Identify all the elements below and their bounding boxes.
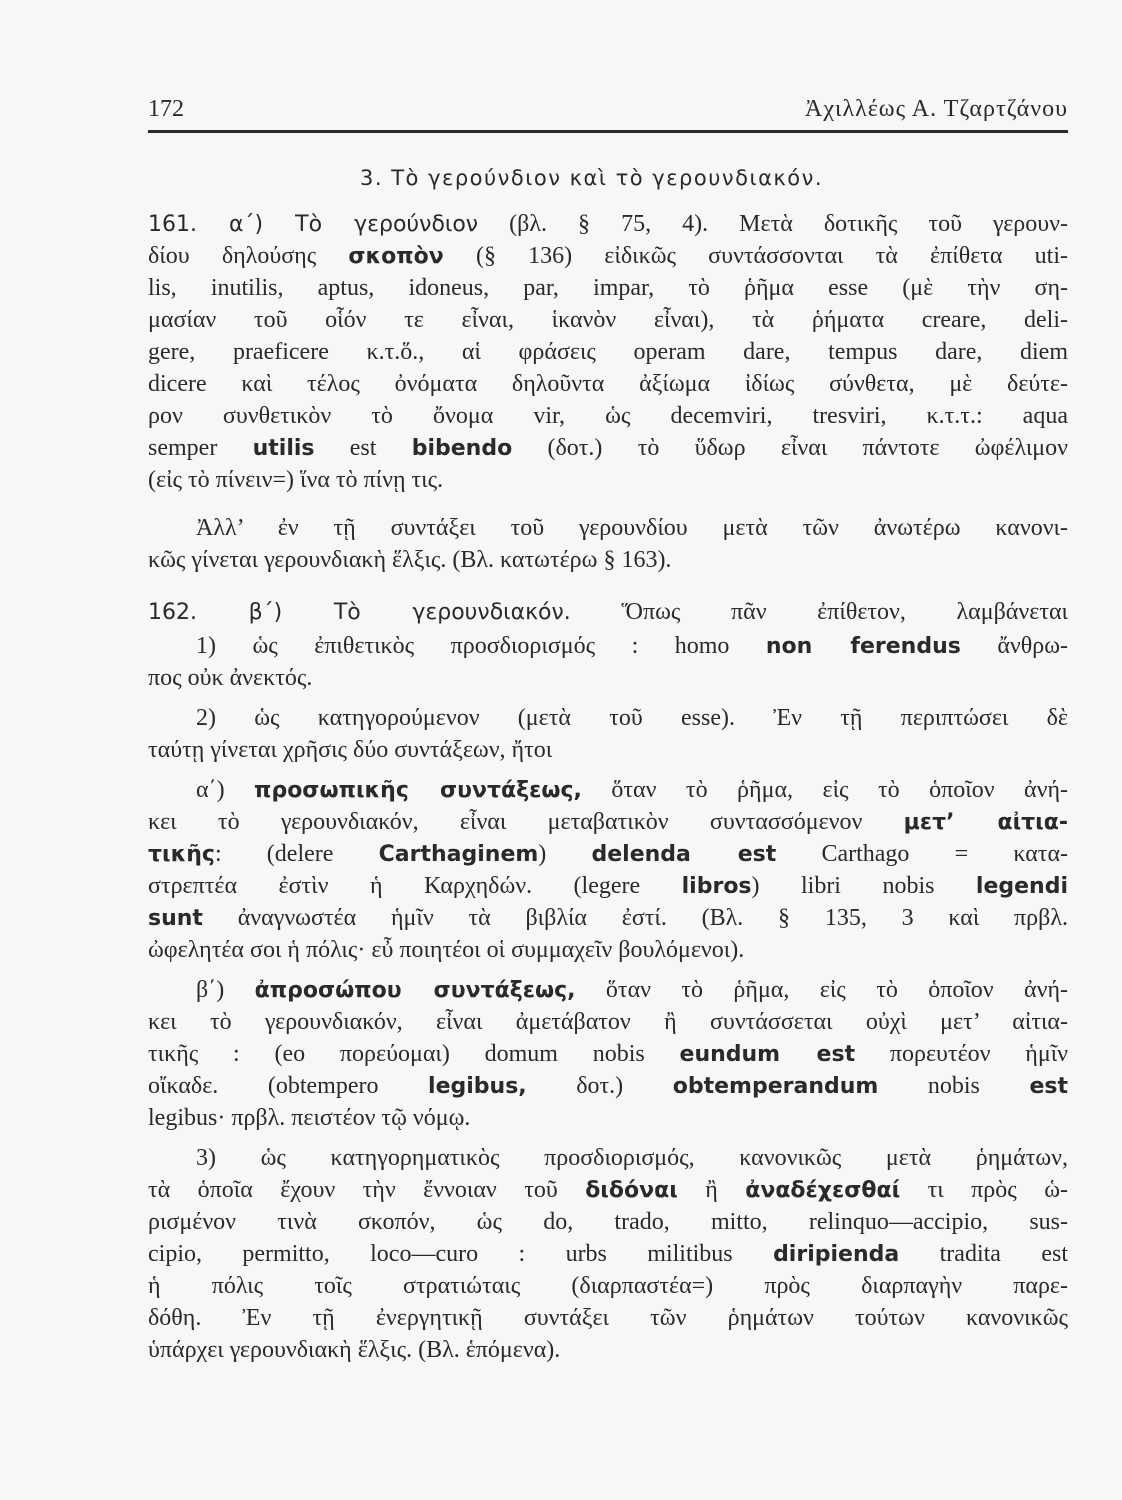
text-line: κει τὸ γερουνδιακόν, εἶναι μεταβατικὸν συντασσόμενον μετ’ αἰτια- <box>148 809 1068 835</box>
bold-term: διδόναι <box>585 1178 678 1203</box>
bold-term: delenda est <box>591 842 777 867</box>
paragraph-label: 161. α΄) Τὸ γερούνδιον <box>148 212 479 237</box>
bold-term: libros <box>681 874 752 899</box>
text-line: 1) ὡς ἐπιθετικὸς προσδιορισμός : homo non ferendus ἄνθρω- <box>196 633 1068 659</box>
text-line: 2) ὡς κατηγορούμενον (μετὰ τοῦ esse). Ἐν τῇ περιπτώσει δὲ <box>196 705 1068 731</box>
bold-term: obtemperandum <box>672 1074 879 1099</box>
text-line: 162. β΄) Τὸ γερουνδιακόν. Ὅπως πᾶν ἐπίθετον, λαμβάνεται <box>148 599 1068 625</box>
bold-term: Carthaginem <box>378 842 539 867</box>
text-line: ἡ πόλις τοῖς στρατιώταις (διαρπαστέα=) πρὸς διαρπαγὴν παρε- <box>148 1273 1068 1299</box>
bold-term: μετ’ αἰτια- <box>903 810 1068 835</box>
text-line: cipio, permitto, loco—curo : urbs militibus diripienda tradita est <box>148 1241 1068 1267</box>
text-line: β΄) ἀπροσώπου συντάξεως, ὅταν τὸ ῥῆμα, εἰς τὸ ὁποῖον ἀνή- <box>196 977 1068 1003</box>
text-line: α΄) προσωπικῆς συντάξεως, ὅταν τὸ ῥῆμα, εἰς τὸ ὁποῖον ἀνή- <box>196 777 1068 803</box>
text-line: semper utilis est bibendo (δοτ.) τὸ ὕδωρ εἶναι πάντοτε ὠφέλιμον <box>148 435 1068 461</box>
bold-term: non ferendus <box>765 634 961 659</box>
text-line: legibus· πρβλ. πειστέον τῷ νόμῳ. <box>148 1105 471 1131</box>
text-line: gere, praeficere κ.τ.ὅ., αἱ φράσεις operam dare, tempus dare, diem <box>148 339 1068 365</box>
text-line: dicere καὶ τέλος ὀνόματα δηλοῦντα ἀξίωμα ἰδίως σύνθετα, μὲ δεύτε- <box>148 371 1068 397</box>
text-line: τὰ ὁποῖα ἔχουν τὴν ἔννοιαν τοῦ διδόναι ἢ ἀναδέχεσθαί τι πρὸς ὡ- <box>148 1177 1068 1203</box>
bold-term: legibus, <box>428 1074 527 1099</box>
bold-term: bibendo <box>411 436 513 461</box>
page-number: 172 <box>148 96 184 122</box>
text-line: μασίαν τοῦ οἷόν τε εἶναι, ἱκανὸν εἶναι), τὰ ῥήματα creare, deli- <box>148 307 1068 333</box>
running-title: Ἀχιλλέως Α. Τζαρτζάνου <box>805 96 1068 122</box>
text-line: ρον συνθετικὸν τὸ ὄνομα vir, ὡς decemviri, tresviri, κ.τ.τ.: aqua <box>148 403 1068 429</box>
section-heading: 3. Τὸ γερούνδιον καὶ τὸ γερουνδιακόν. <box>360 166 824 190</box>
text-line: ὑπάρχει γερουνδιακὴ ἕλξις. (Βλ. ἑπόμενα). <box>148 1337 561 1363</box>
running-head <box>148 96 1068 132</box>
bold-term: sunt <box>148 906 203 931</box>
bold-term: est <box>1029 1074 1068 1099</box>
text-line: lis, inutilis, aptus, idoneus, par, impar, τὸ ῥῆμα esse (μὲ τὴν ση- <box>148 275 1068 301</box>
text-line: Ἀλλ’ ἐν τῇ συντάξει τοῦ γερουνδίου μετὰ τῶν ἀνωτέρω κανονι- <box>196 515 1068 541</box>
bold-term: τικῆς <box>148 842 215 867</box>
text-line: 161. α΄) Τὸ γερούνδιον (βλ. § 75, 4). Μετὰ δοτικῆς τοῦ γερουν- <box>148 211 1068 237</box>
text-line: κῶς γίνεται γερουνδιακὴ ἕλξις. (Βλ. κατωτέρω § 163). <box>148 547 672 573</box>
text-line: sunt ἀναγνωστέα ἡμῖν τὰ βιβλία ἐστί. (Βλ. § 135, 3 καὶ πρβλ. <box>148 905 1068 931</box>
paragraph-label: 162. β΄) Τὸ γερουνδιακόν. <box>148 600 571 625</box>
text-line: (εἰς τὸ πίνειν=) ἵνα τὸ πίνῃ τις. <box>148 467 444 493</box>
text-line: ταύτῃ γίνεται χρῆσις δύο συντάξεων, ἤτοι <box>148 737 553 763</box>
bold-term: legendi <box>975 874 1068 899</box>
text-line: οἴκαδε. (obtempero legibus, δοτ.) obtemperandum nobis est <box>148 1073 1068 1099</box>
text-line: 3) ὡς κατηγορηματικὸς προσδιορισμός, κανονικῶς μετὰ ῥημάτων, <box>196 1145 1068 1171</box>
bold-term: σκοπὸν <box>348 244 444 269</box>
header-rule <box>148 130 1068 133</box>
text-line: τικῆς : (eo πορεύομαι) domum nobis eundum est πορευτέον ἡμῖν <box>148 1041 1068 1067</box>
bold-term: utilis <box>252 436 315 461</box>
text-line: ρισμένον τινὰ σκοπόν, ὡς do, trado, mitto, relinquo—accipio, sus- <box>148 1209 1068 1235</box>
bold-term: ἀναδέχεσθαί <box>745 1178 901 1203</box>
text-line: ὠφελητέα σοι ἡ πόλις· εὖ ποιητέοι οἱ συμμαχεῖν βουλόμενοι). <box>148 937 745 963</box>
text-line: κει τὸ γερουνδιακόν, εἶναι ἀμετάβατον ἢ συντάσσεται οὐχὶ μετ’ αἰτια- <box>148 1009 1068 1035</box>
bold-term: προσωπικῆς συντάξεως, <box>254 778 582 803</box>
bold-term: ἀπροσώπου συντάξεως, <box>254 978 576 1003</box>
bold-term: eundum est <box>679 1042 856 1067</box>
text-line: δίου δηλούσης σκοπὸν (§ 136) εἰδικῶς συντάσσονται τὰ ἐπίθετα utі- <box>148 243 1068 269</box>
text-line: τικῆς: (delere Carthaginem) delenda est Carthago = κατα- <box>148 841 1068 867</box>
text-line: πος οὐκ ἀνεκτός. <box>148 665 313 691</box>
text-line: δόθη. Ἐν τῇ ἐνεργητικῇ συντάξει τῶν ῥημάτων τούτων κανονικῶς <box>148 1305 1068 1331</box>
bold-term: diripienda <box>773 1242 900 1267</box>
text-line: στρεπτέα ἐστὶν ἡ Καρχηδών. (legere libros) libri nobis legendi <box>148 873 1068 899</box>
